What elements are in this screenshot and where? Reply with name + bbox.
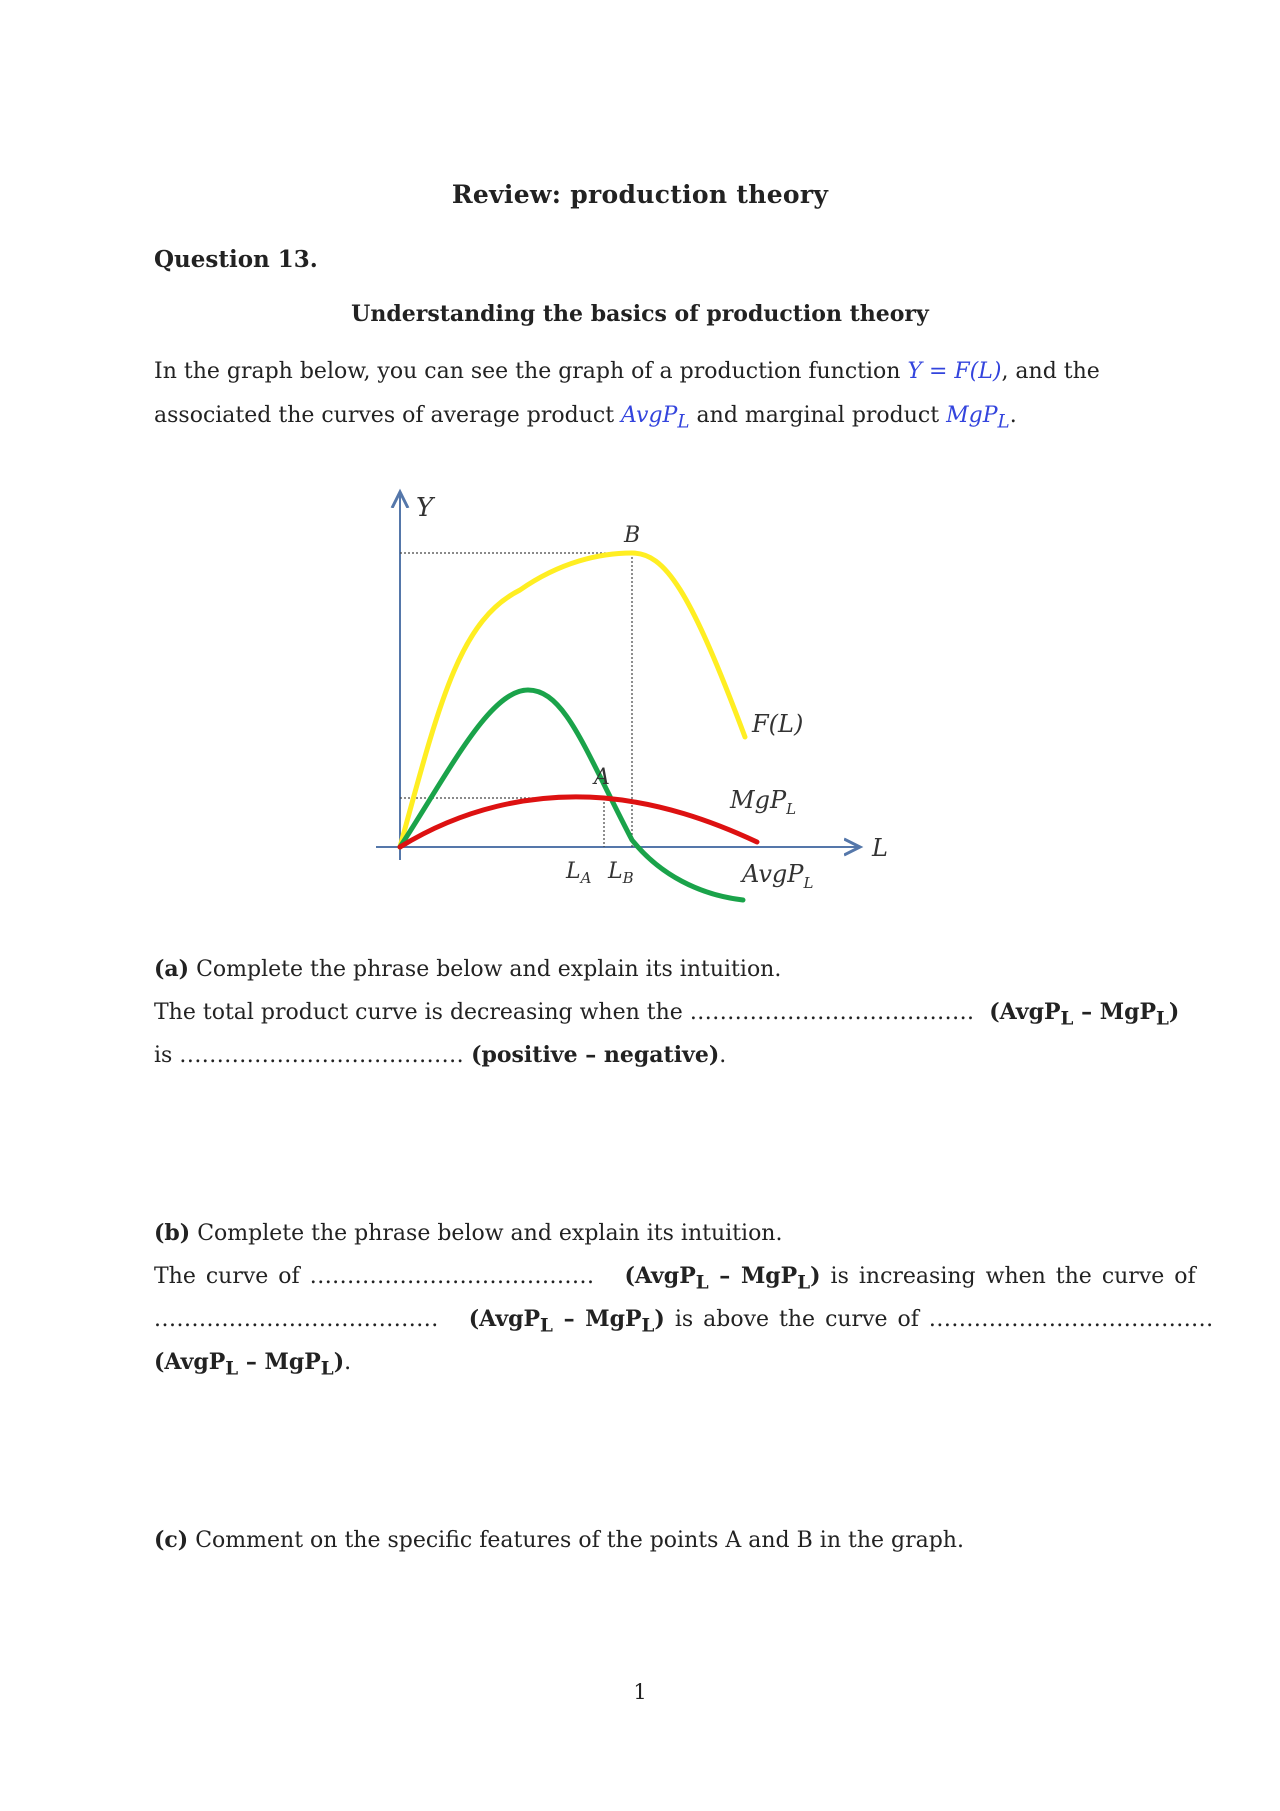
part-a-phrase-line1: The total product curve is decreasing when the ...................................... (AvgP$_L$ – MgP$_L$)	[154, 999, 1180, 1030]
point-B-label: B	[624, 523, 641, 548]
part-a-instruction: (a) Complete the phrase below and explain its intuition.	[154, 956, 782, 982]
question-subtitle: Understanding the basics of production theory	[351, 301, 929, 327]
blank-b1: ......................................	[309, 1264, 595, 1289]
curve-F-label: F(L)	[752, 710, 804, 738]
part-b-phrase-line1: The curve of ...................................... (AvgP$_L$ – MgP$_L$) is increasing when the curve of	[154, 1263, 1196, 1294]
point-A-label: A	[594, 765, 610, 790]
x-axis-label: L	[872, 834, 888, 862]
intro-paragraph: In the graph below, you can see the graph of a production function Y = F(L), and the associated the curves of average product AvgP$_L$ and marginal product MgP$_L$.	[154, 359, 1100, 433]
y-axis-label: Y	[416, 493, 434, 523]
equation: Y = F(L)	[907, 359, 1002, 384]
avg-product-term: AvgP$_L$	[621, 403, 690, 433]
page-title: Review: production theory	[451, 180, 829, 209]
part-b-instruction: (b) Complete the phrase below and explain its intuition.	[154, 1220, 783, 1246]
production-curve-F	[400, 553, 745, 847]
blank-b3: ......................................	[928, 1307, 1214, 1332]
LB-label: $L_B$	[608, 859, 634, 887]
curve-Mg-label: MgP$_L$	[730, 786, 797, 818]
blank-a2: ......................................	[179, 1043, 465, 1068]
part-a-phrase-line2: is ...................................... (positive – negative).	[154, 1042, 727, 1068]
production-graph	[360, 480, 920, 940]
part-c-instruction: (c) Comment on the specific features of the points A and B in the graph.	[154, 1527, 964, 1553]
question-number: Question 13.	[154, 246, 318, 273]
part-b-phrase-line2: ...................................... (AvgP$_L$ – MgP$_L$) is above the curve of ......................................	[154, 1306, 1214, 1337]
blank-a1: ......................................	[689, 1000, 975, 1025]
mg-product-term: MgP$_L$	[946, 403, 1010, 433]
LA-label: $L_A$	[566, 859, 592, 887]
page-number: 1	[633, 1680, 647, 1704]
average-product-curve	[400, 797, 757, 847]
curve-Avg-label: AvgP$_L$	[742, 860, 814, 892]
part-b-phrase-line3: (AvgP$_L$ – MgP$_L$).	[154, 1349, 352, 1380]
blank-b2: ......................................	[154, 1307, 439, 1332]
